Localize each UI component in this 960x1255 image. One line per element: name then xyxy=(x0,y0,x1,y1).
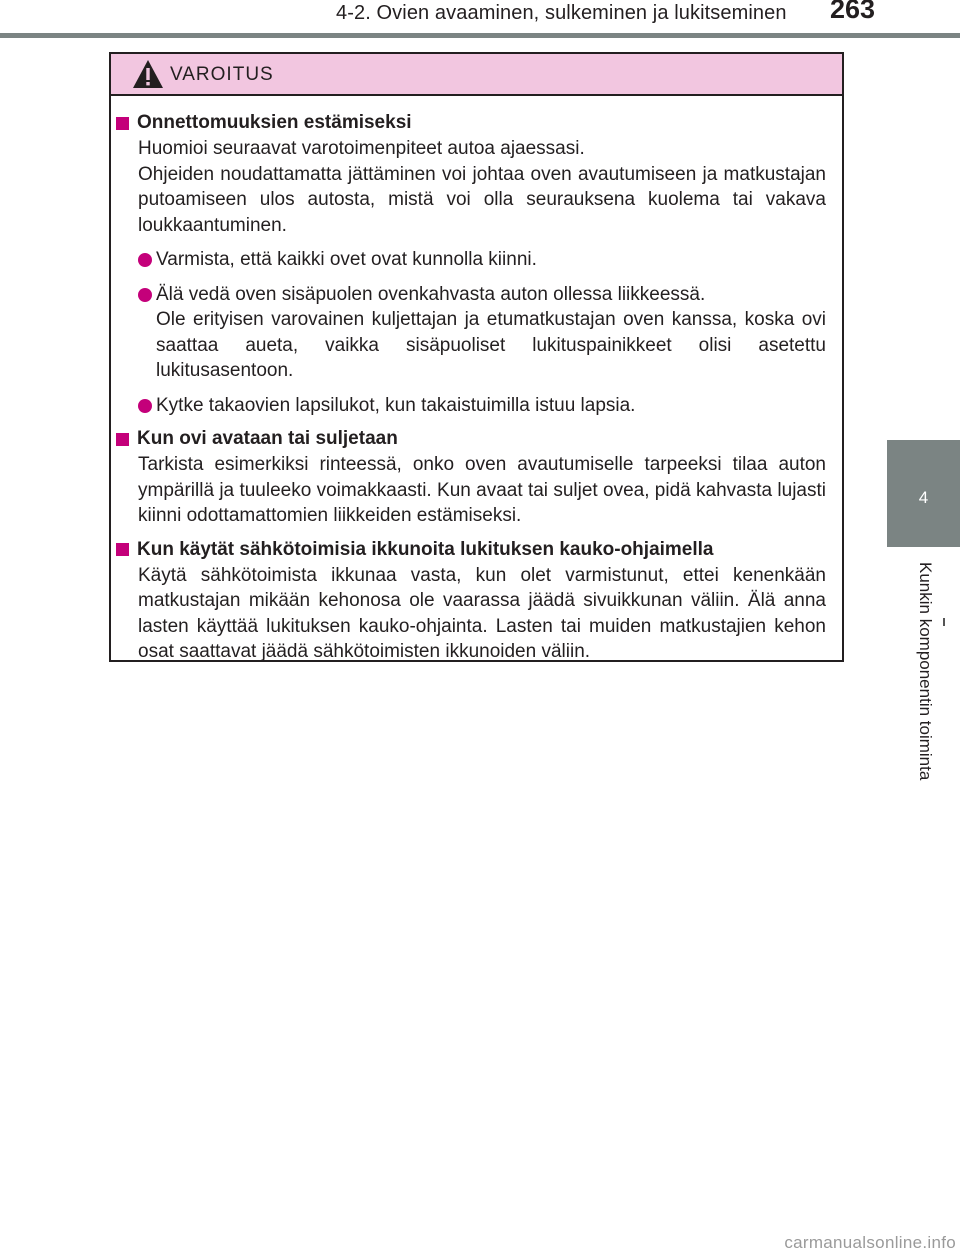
side-marker xyxy=(943,618,945,626)
section-paragraph: Tarkista esimerkiksi rinteessä, onko oven avautumiselle tarpeeksi tilaa auton ympärillä ja tuuleeko voimakkaasti. Kun avaat tai suljet ovea, pidä kahvasta lujasti kiinni odottamattomien liikkeiden estämiseksi. xyxy=(138,454,826,526)
warning-box xyxy=(109,52,844,662)
bullet-line: Ole erityisen varovainen kuljettajan ja etumatkustajan oven kanssa, koska ovi saattaa aueta, vaikka sisäpuoliset lukituspainikkeet olisi asetettu lukitusasentoon. xyxy=(156,309,826,381)
chapter-label: Kunkin komponentin toiminta xyxy=(916,562,935,781)
section-heading-text: Onnettomuuksien estämiseksi xyxy=(137,112,412,133)
square-bullet-icon xyxy=(116,117,129,130)
page-header-title: 4-2. Ovien avaaminen, sulkeminen ja lukitseminen xyxy=(336,2,787,24)
watermark: carmanualsonline.info xyxy=(784,1233,956,1252)
section-heading-text: Kun ovi avataan tai suljetaan xyxy=(137,428,398,449)
warning-title: VAROITUS xyxy=(170,64,274,85)
warning-section xyxy=(116,110,826,418)
bullet-text xyxy=(156,393,635,419)
warning-section xyxy=(116,426,826,529)
page-number: 263 xyxy=(830,0,876,24)
section-paragraph: Huomioi seuraavat varotoimenpiteet autoa ajaessasi. xyxy=(138,138,585,159)
round-bullet-icon xyxy=(138,399,152,413)
section-heading xyxy=(116,426,826,452)
round-bullet-icon xyxy=(138,288,152,302)
warning-header xyxy=(111,54,842,96)
bullet-line: Varmista, että kaikki ovet ovat kunnolla kiinni. xyxy=(156,249,537,270)
section-heading xyxy=(116,537,826,563)
square-bullet-icon xyxy=(116,433,129,446)
square-bullet-icon xyxy=(116,543,129,556)
warning-body xyxy=(111,96,842,665)
round-bullet-icon xyxy=(138,253,152,267)
bullet-item xyxy=(138,247,826,273)
bullet-text xyxy=(156,247,537,273)
bullet-item xyxy=(138,393,826,419)
bullet-line: Älä vedä oven sisäpuolen ovenkahvasta auton ollessa liikkeessä. xyxy=(156,283,706,305)
warning-section xyxy=(116,537,826,665)
section-paragraph: Käytä sähkötoimista ikkunaa vasta, kun olet varmistunut, ettei kenenkään matkustajan mikään kehonosa ole vaarassa jäädä sivuikkunan väliin. Älä anna lasten käyttää lukituksen kauko-ohjainta. Lasten tai muiden matkustajien kehon osat saattavat jäädä sähkötoimisten ikkunoiden väliin. xyxy=(138,564,826,662)
section-paragraph: Ohjeiden noudattamatta jättäminen voi johtaa oven avautumiseen ja matkustajan putoamiseen ulos autosta, mistä voi olla seurauksena kuolema tai vakava loukkaantuminen. xyxy=(138,163,826,236)
bullet-line: Kytke takaovien lapsilukot, kun takaistuimilla istuu lapsia. xyxy=(156,394,636,416)
section-heading xyxy=(116,110,826,136)
header-rule xyxy=(0,33,960,38)
chapter-number: 4 xyxy=(918,488,929,507)
warning-triangle-icon xyxy=(132,59,164,89)
bullet-text xyxy=(156,282,826,384)
section-heading-text: Kun käytät sähkötoimisia ikkunoita lukituksen kauko-ohjaimella xyxy=(137,538,714,560)
bullet-item xyxy=(138,282,826,384)
